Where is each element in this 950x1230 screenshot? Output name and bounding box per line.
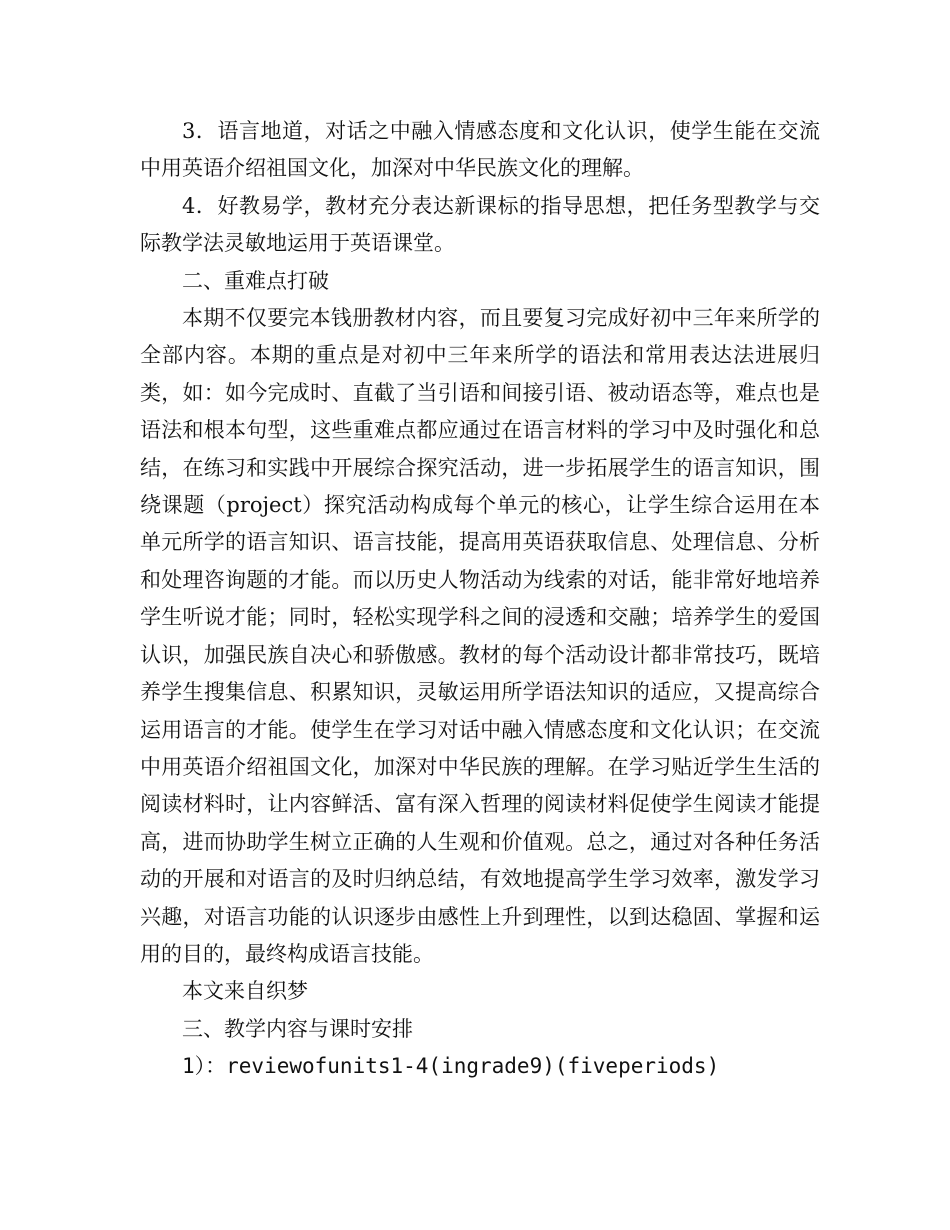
schedule-item-1: 1）：reviewofunits1-4(ingrade9)(fiveperiods) xyxy=(182,1054,720,1079)
document-body xyxy=(140,113,820,1086)
paragraph-key-points-body: 本期不仅要完本钱册教材内容，而且要复习完成好初中三年来所学的全部内容。本期的重点是对初中三年来所学的语法和常用表达法进展归类，如：如今完成时、直截了当引语和间接引语、被动语态等，难点也是语法和根本句型，这些重难点都应通过在语言材料的学习中及时强化和总结，在练习和实践中开展综合探究活动，进一步拓展学生的语言知识，围绕课题（project）探究活动构成每个单元的核心，让学生综合运用在本单元所学的语言知识、语言技能，提高用英语获取信息、处理信息、分析和处理咨询题的才能。而以历史人物活动为线索的对话，能非常好地培养学生听说才能；同时，轻松实现学科之间的浸透和交融；培养学生的爱国认识，加强民族自决心和骄傲感。教材的每个活动设计都非常技巧，既培养学生搜集信息、积累知识，灵敏运用所学语法知识的适应，又提高综合运用语言的才能。使学生在学习对话中融入情感态度和文化认识；在交流中用英语介绍祖国文化，加深对中华民族的理解。在学习贴近学生生活的阅读材料时，让内容鲜活、富有深入哲理的阅读材料促使学生阅读才能提高，进而协助学生树立正确的人生观和价值观。总之，通过对各种任务活动的开展和对语言的及时归纳总结，有效地提高学生学习效率，激发学习兴趣，对语言功能的认识逐步由感性上升到理性，以到达稳固、掌握和运用的目的，最终构成语言技能。 xyxy=(140,306,820,966)
paragraph-point-3: 3．语言地道，对话之中融入情感态度和文化认识，使学生能在交流中用英语介绍祖国文化，加深对中华民族文化的理解。 xyxy=(140,119,820,181)
source-note: 本文来自织梦 xyxy=(182,979,308,1004)
section-heading-key-points: 二、重难点打破 xyxy=(182,268,329,293)
section-heading-content-schedule: 三、教学内容与课时安排 xyxy=(182,1016,413,1041)
paragraph-point-4: 4．好教易学，教材充分表达新课标的指导思想，把任务型教学与交际教学法灵敏地运用于英语课堂。 xyxy=(140,193,820,256)
